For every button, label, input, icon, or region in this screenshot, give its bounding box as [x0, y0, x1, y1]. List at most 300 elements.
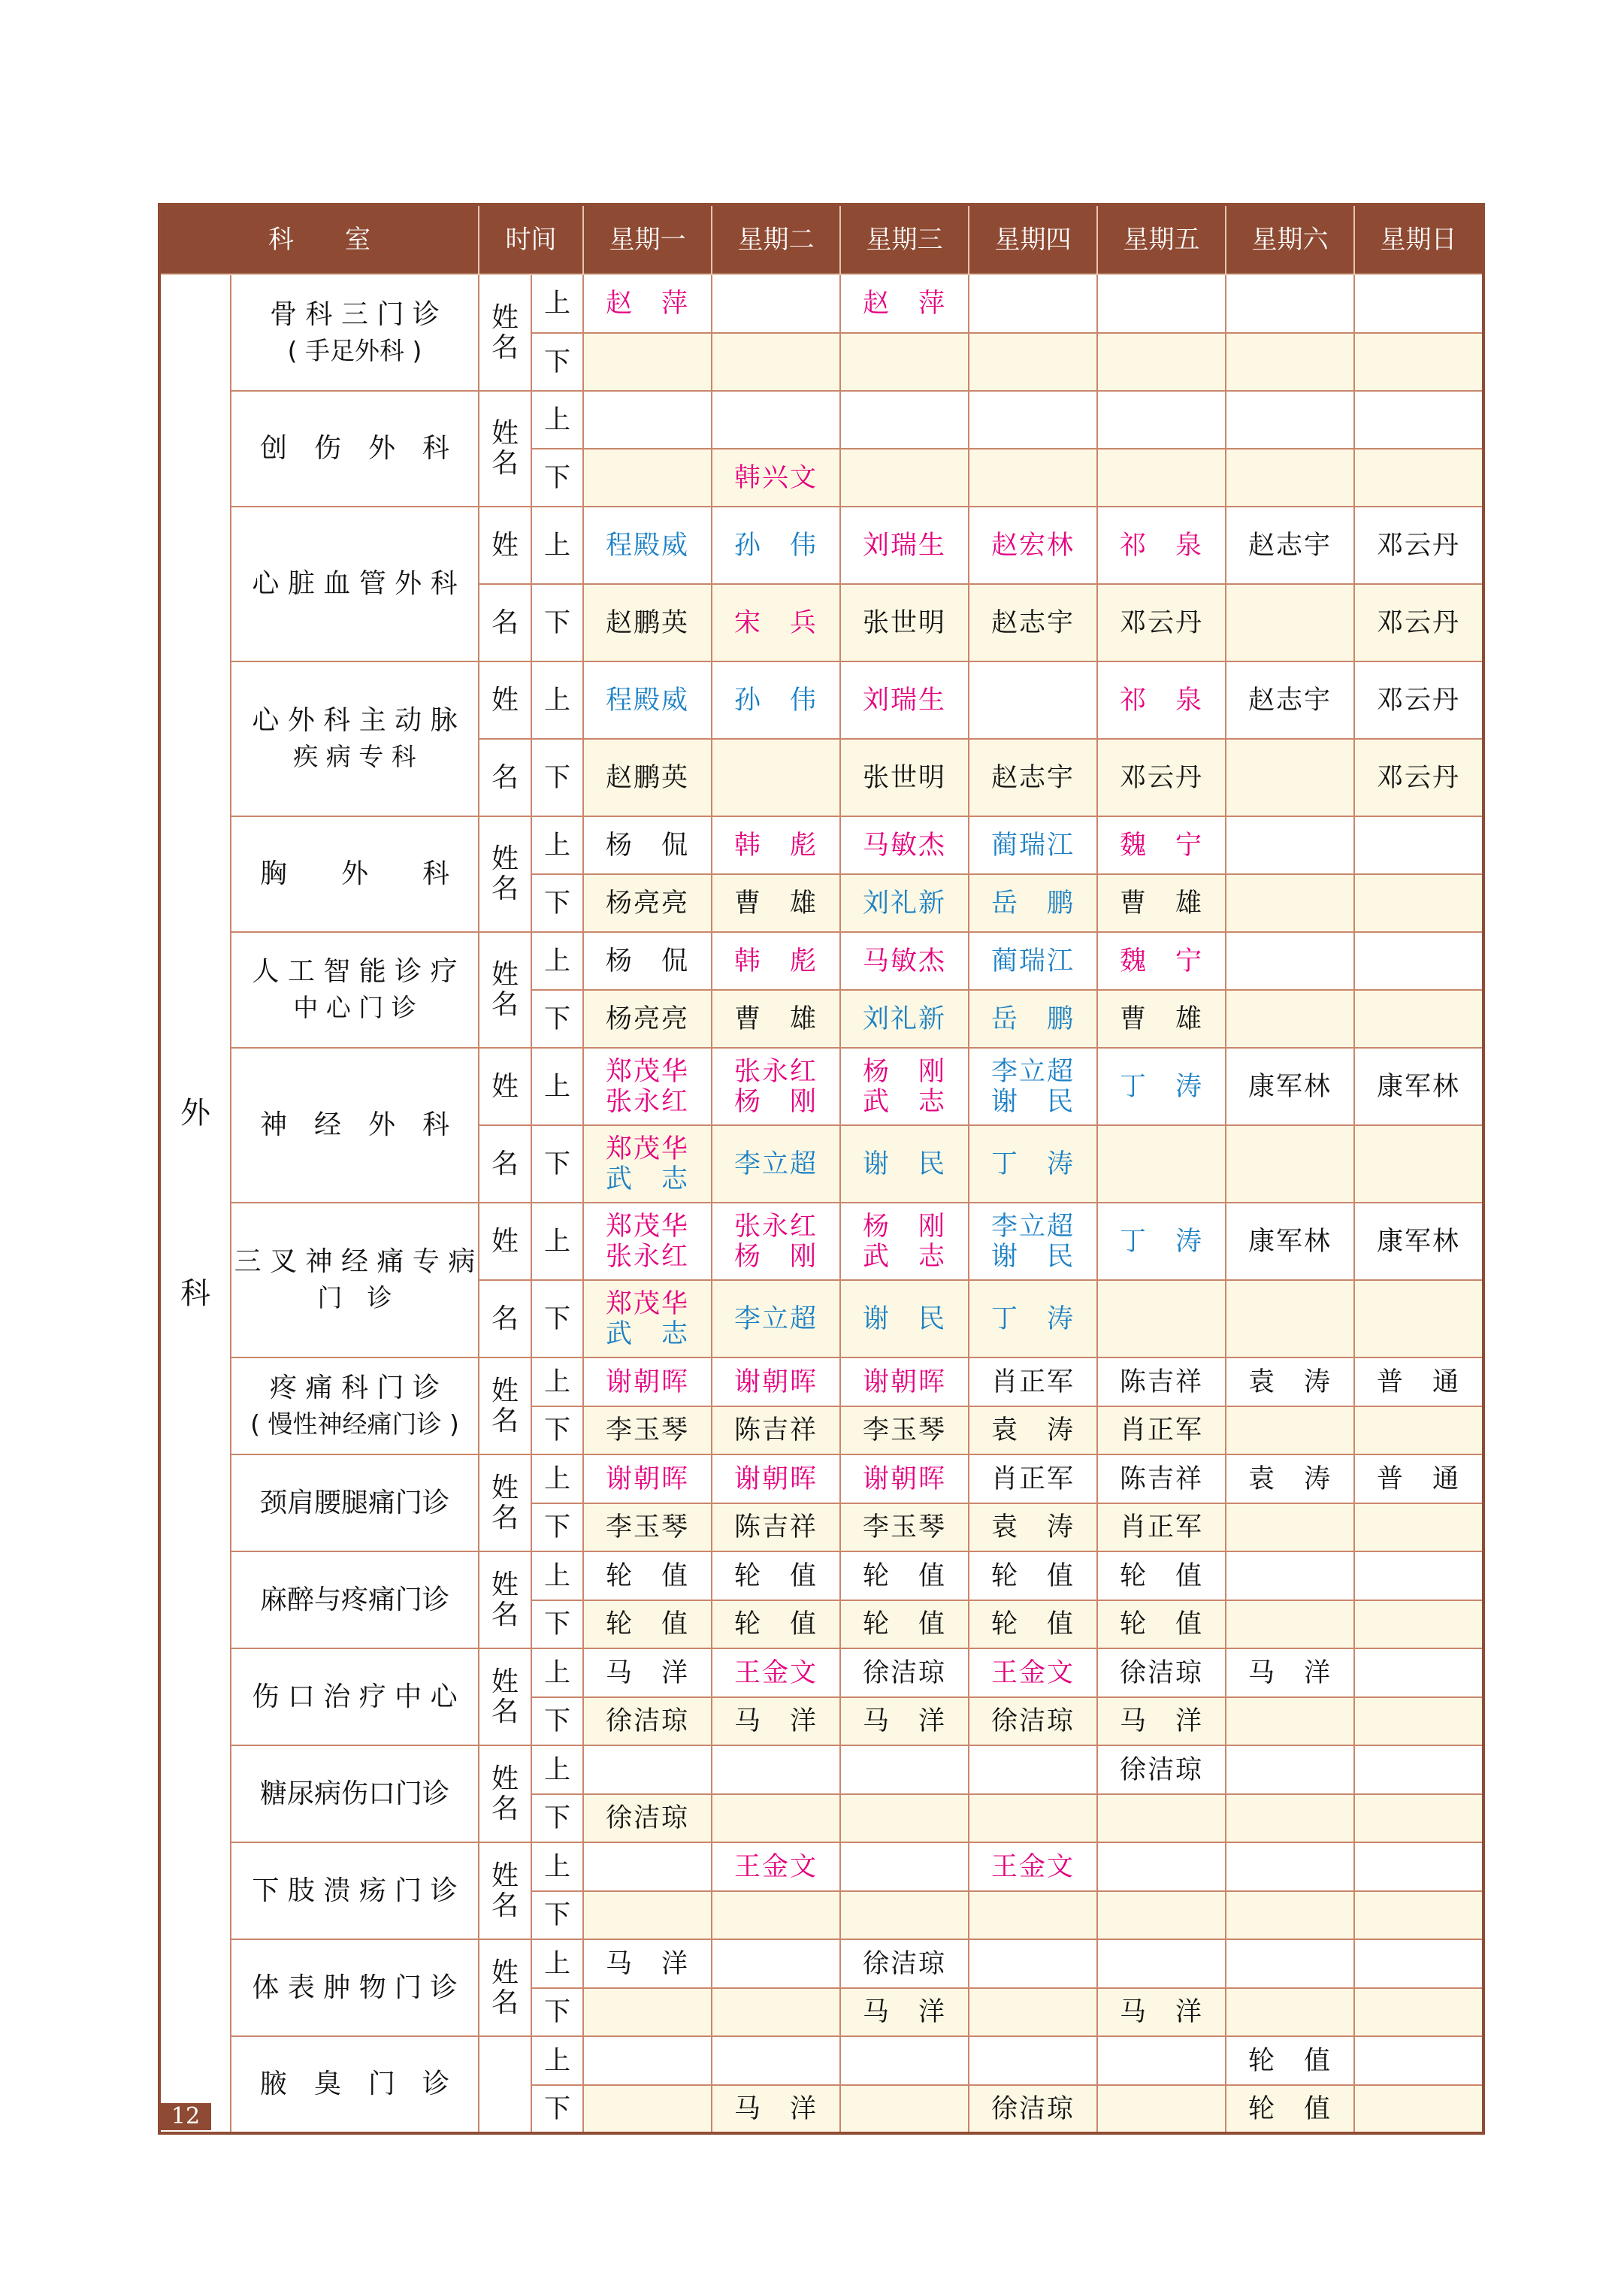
schedule-cell: [1354, 507, 1483, 584]
doctor-name: 邓云丹: [1376, 685, 1460, 716]
schedule-cell: [840, 1125, 969, 1203]
schedule-cell: [840, 1503, 969, 1551]
doctor-name: 张世明: [862, 607, 946, 638]
schedule-cell: [712, 661, 840, 739]
doctor-name: 刘瑞生: [862, 530, 946, 561]
category-char: 科: [180, 1276, 210, 1311]
schedule-cell: [712, 1454, 840, 1503]
schedule-cell: [1226, 874, 1354, 932]
doctor-name: 孙 伟: [733, 685, 818, 716]
doctor-name: 轮 值: [605, 1560, 689, 1591]
doctor-name: 韩兴文: [733, 462, 818, 493]
schedule-cell: [969, 1988, 1097, 2036]
dept-name-line: 心 外 科 主 动 脉: [252, 705, 458, 736]
schedule-cell: [1226, 990, 1354, 1048]
schedule-cell: [1097, 1203, 1226, 1280]
category-char: 外: [180, 1096, 210, 1130]
doctor-name: 蔺瑞江: [990, 830, 1075, 861]
schedule-cell: [969, 1551, 1097, 1600]
schedule-cell: [1097, 1125, 1226, 1203]
doctor-name: 郑茂华: [605, 1133, 689, 1164]
schedule-cell: [583, 274, 712, 333]
schedule-body: [159, 204, 1483, 2133]
schedule-cell: [583, 816, 712, 874]
name-label: [479, 1842, 531, 1939]
name-label-char: 姓: [491, 301, 519, 333]
schedule-cell: [840, 1648, 969, 1697]
table-row: [159, 1203, 1483, 1280]
schedule-cell: [1354, 1203, 1483, 1280]
name-label-char: 名: [491, 1987, 519, 2018]
doctor-name: 丁 涛: [1119, 1071, 1203, 1102]
doctor-name: 李立超: [990, 1211, 1075, 1242]
table-row: [159, 1357, 1483, 1406]
schedule-cell: [969, 1203, 1097, 1280]
dept-name-line: 疼 痛 科 门 诊: [270, 1372, 440, 1403]
schedule-cell: [1226, 1842, 1354, 1891]
schedule-cell: [583, 874, 712, 932]
name-label-char: 名: [491, 331, 519, 363]
schedule-cell: [969, 1939, 1097, 1988]
doctor-name: 李玉琴: [862, 1512, 946, 1542]
dept-name-line: 下 肢 溃 疡 门 诊: [252, 1875, 458, 1906]
doctor-name: 轮 值: [990, 1609, 1075, 1639]
schedule-cell: [1226, 333, 1354, 391]
doctor-name: 刘礼新: [862, 888, 946, 919]
doctor-name: 王金文: [990, 1657, 1075, 1688]
schedule-cell: [1226, 1048, 1354, 1125]
doctor-name: 普 通: [1376, 1367, 1460, 1397]
doctor-name: 谢 民: [990, 1241, 1075, 1272]
doctor-name: 杨亮亮: [605, 888, 689, 919]
header-day-sat: 星期六: [1226, 204, 1354, 274]
schedule-cell: [583, 1203, 712, 1280]
schedule-cell: [1097, 739, 1226, 816]
schedule-cell: [1097, 1891, 1226, 1939]
schedule-cell: [583, 1551, 712, 1600]
name-label-char: 名: [491, 1793, 519, 1824]
schedule-cell: [1226, 1203, 1354, 1280]
schedule-cell: [583, 1891, 712, 1939]
doctor-name: 康军林: [1247, 1071, 1332, 1102]
period-am: 上: [531, 1939, 583, 1988]
schedule-cell: [1354, 1454, 1483, 1503]
name-label-char: 姓: [491, 1957, 519, 1988]
doctor-name: 轮 值: [990, 1560, 1075, 1591]
doctor-name: 徐洁琼: [862, 1657, 946, 1688]
doctor-name: 康军林: [1247, 1226, 1332, 1257]
dept-name: [231, 816, 479, 932]
page-number: 12: [160, 2103, 211, 2130]
period-am: 上: [531, 507, 583, 584]
doctor-name: 马敏杰: [862, 830, 946, 861]
period-am: 上: [531, 1048, 583, 1125]
schedule-cell: [1226, 1988, 1354, 2036]
schedule-cell: [712, 1697, 840, 1745]
schedule-cell: [1226, 1357, 1354, 1406]
doctor-name: 轮 值: [605, 1609, 689, 1639]
schedule-cell: [1097, 816, 1226, 874]
schedule-cell: [1354, 1357, 1483, 1406]
schedule-cell: [712, 1280, 840, 1357]
doctor-name: 轮 值: [733, 1609, 818, 1639]
name-label-char: 姓: [491, 843, 519, 874]
doctor-name: 郑茂华: [605, 1288, 689, 1319]
doctor-name: 徐洁琼: [990, 1706, 1075, 1736]
name-label: [479, 2036, 531, 2133]
doctor-name: 马 洋: [1119, 1997, 1203, 2027]
schedule-cell: [969, 1794, 1097, 1842]
schedule-cell: [1097, 1280, 1226, 1357]
schedule-cell: [1354, 661, 1483, 739]
schedule-cell: [1226, 1125, 1354, 1203]
schedule-cell: [1226, 1697, 1354, 1745]
dept-name-line: 麻醉与疼痛门诊: [259, 1584, 449, 1615]
name-label-char: 姓: [491, 1666, 519, 1697]
schedule-cell: [840, 1203, 969, 1280]
schedule-cell: [1226, 932, 1354, 990]
schedule-cell: [1097, 990, 1226, 1048]
doctor-name: 陈吉祥: [1119, 1463, 1203, 1494]
dept-name: [231, 507, 479, 661]
doctor-name: 康军林: [1376, 1071, 1460, 1102]
doctor-name: 赵鹏英: [605, 762, 689, 793]
schedule-cell: [1097, 449, 1226, 507]
period-am: 上: [531, 391, 583, 449]
dept-name-line: 三 叉 神 经 痛 专 病: [234, 1246, 476, 1277]
dept-name: [231, 932, 479, 1048]
schedule-cell: [1097, 584, 1226, 661]
doctor-name: 轮 值: [733, 1560, 818, 1591]
doctor-name: 张世明: [862, 762, 946, 793]
schedule-cell: [969, 1648, 1097, 1697]
schedule-cell: [1097, 507, 1226, 584]
doctor-name: 陈吉祥: [733, 1415, 818, 1445]
doctor-name: 肖正军: [990, 1367, 1075, 1397]
schedule-cell: [1097, 1939, 1226, 1988]
dept-name: [231, 274, 479, 391]
name-label: 名: [479, 584, 531, 661]
period-am: 上: [531, 816, 583, 874]
header-row: [159, 204, 1483, 274]
schedule-cell: [1097, 391, 1226, 449]
dept-name-line: 体 表 肿 物 门 诊: [252, 1972, 458, 2003]
schedule-cell: [583, 1454, 712, 1503]
doctor-name: 马敏杰: [862, 946, 946, 976]
doctor-name: 刘礼新: [862, 1003, 946, 1034]
schedule-cell: [1226, 1745, 1354, 1794]
name-label: 姓: [479, 1048, 531, 1125]
schedule-cell: [969, 1600, 1097, 1648]
name-label: [479, 1454, 531, 1551]
schedule-cell: [1097, 874, 1226, 932]
name-label-char: 姓: [491, 1569, 519, 1600]
doctor-name: 刘瑞生: [862, 685, 946, 716]
schedule-cell: [712, 932, 840, 990]
name-label-char: 名: [491, 1890, 519, 1921]
doctor-name: 岳 鹏: [990, 1003, 1075, 1034]
period-pm: 下: [531, 449, 583, 507]
doctor-name: 轮 值: [862, 1560, 946, 1591]
doctor-name: 马 洋: [605, 1948, 689, 1979]
schedule-cell: [969, 1842, 1097, 1891]
table-row: [159, 1939, 1483, 1988]
schedule-cell: [840, 1939, 969, 1988]
dept-name: [231, 2036, 479, 2133]
doctor-name: 张永红: [733, 1056, 818, 1087]
schedule-cell: [840, 1357, 969, 1406]
schedule-cell: [840, 1280, 969, 1357]
dept-name-line: ( 手足外科 ): [287, 335, 422, 365]
table-row: [159, 391, 1483, 449]
period-pm: 下: [531, 1125, 583, 1203]
dept-name-line: 人 工 智 能 诊 疗: [252, 956, 458, 987]
schedule-cell: [712, 584, 840, 661]
doctor-name: 李立超: [990, 1056, 1075, 1087]
schedule-cell: [840, 391, 969, 449]
dept-name-line: 颈肩腰腿痛门诊: [259, 1487, 449, 1518]
schedule-cell: [712, 274, 840, 333]
category-cell: [159, 274, 231, 2133]
table-row: [159, 1648, 1483, 1697]
schedule-cell: [969, 507, 1097, 584]
header-day-mon: 星期一: [583, 204, 712, 274]
period-am: 上: [531, 932, 583, 990]
doctor-name: 谢朝晖: [862, 1463, 946, 1494]
schedule-cell: [1354, 1125, 1483, 1203]
schedule-cell: [840, 1551, 969, 1600]
schedule-cell: [583, 584, 712, 661]
period-pm: 下: [531, 2085, 583, 2133]
doctor-name: 肖正军: [1119, 1415, 1203, 1445]
name-label: 名: [479, 739, 531, 816]
schedule-cell: [712, 1600, 840, 1648]
schedule-cell: [583, 507, 712, 584]
schedule-cell: [1097, 1794, 1226, 1842]
dept-name: [231, 1203, 479, 1357]
doctor-name: 轮 值: [1247, 2045, 1332, 2076]
schedule-cell: [969, 274, 1097, 333]
schedule-cell: [712, 507, 840, 584]
name-label: [479, 391, 531, 507]
schedule-cell: [1097, 1406, 1226, 1454]
period-pm: 下: [531, 739, 583, 816]
table-row: [159, 274, 1483, 333]
schedule-cell: [583, 1648, 712, 1697]
schedule-cell: [1354, 816, 1483, 874]
doctor-name: 谢 民: [862, 1149, 946, 1179]
schedule-cell: [1354, 274, 1483, 333]
doctor-name: 魏 宁: [1119, 946, 1203, 976]
doctor-name: 赵志宇: [1247, 685, 1332, 716]
schedule-cell: [1226, 2085, 1354, 2133]
doctor-name: 张永红: [605, 1086, 689, 1117]
name-label-char: 姓: [491, 1763, 519, 1794]
doctor-name: 曹 雄: [1119, 888, 1203, 919]
doctor-name: 陈吉祥: [1119, 1367, 1203, 1397]
schedule-cell: [1354, 333, 1483, 391]
name-label: [479, 932, 531, 1048]
doctor-name: 马 洋: [1119, 1706, 1203, 1736]
doctor-name: 郑茂华: [605, 1211, 689, 1242]
dept-name: [231, 1551, 479, 1648]
schedule-cell: [969, 391, 1097, 449]
schedule-cell: [840, 661, 969, 739]
schedule-cell: [969, 739, 1097, 816]
schedule-cell: [969, 2085, 1097, 2133]
schedule-cell: [583, 932, 712, 990]
schedule-cell: [583, 1125, 712, 1203]
period-pm: 下: [531, 1503, 583, 1551]
dept-name-line: 腋 臭 门 诊: [259, 2069, 449, 2099]
period-am: 上: [531, 2036, 583, 2085]
name-label-char: 姓: [491, 1860, 519, 1891]
doctor-name: 魏 宁: [1119, 830, 1203, 861]
doctor-name: 岳 鹏: [990, 888, 1075, 919]
name-label-char: 名: [491, 1599, 519, 1630]
doctor-name: 邓云丹: [1376, 530, 1460, 561]
schedule-cell: [1354, 449, 1483, 507]
dept-name: [231, 391, 479, 507]
schedule-cell: [1354, 1697, 1483, 1745]
schedule-cell: [583, 1600, 712, 1648]
schedule-cell: [583, 739, 712, 816]
schedule-cell: [1226, 1406, 1354, 1454]
schedule-cell: [969, 333, 1097, 391]
period-pm: 下: [531, 1600, 583, 1648]
name-label: [479, 816, 531, 932]
doctor-name: 徐洁琼: [990, 2093, 1075, 2124]
schedule-cell: [1097, 2036, 1226, 2085]
doctor-name: 袁 涛: [1247, 1367, 1332, 1397]
doctor-name: 韩 彪: [733, 830, 818, 861]
schedule-cell: [1097, 1842, 1226, 1891]
schedule-cell: [1354, 1048, 1483, 1125]
doctor-name: 李立超: [733, 1303, 818, 1334]
doctor-name: 武 志: [862, 1241, 946, 1272]
header-day-wed: 星期三: [840, 204, 969, 274]
dept-name: [231, 1745, 479, 1842]
schedule-cell: [969, 1406, 1097, 1454]
doctor-name: 徐洁琼: [1119, 1657, 1203, 1688]
name-label: 名: [479, 1280, 531, 1357]
schedule-cell: [840, 507, 969, 584]
doctor-name: 马 洋: [862, 1997, 946, 2027]
doctor-name: 孙 伟: [733, 530, 818, 561]
dept-name-line: 骨 科 三 门 诊: [270, 298, 440, 330]
name-label: [479, 274, 531, 391]
schedule-cell: [969, 1697, 1097, 1745]
schedule-cell: [712, 1939, 840, 1988]
schedule-cell: [712, 1988, 840, 2036]
schedule-cell: [712, 990, 840, 1048]
doctor-name: 张永红: [605, 1241, 689, 1272]
doctor-name: 李玉琴: [605, 1415, 689, 1445]
name-label-char: 名: [491, 1502, 519, 1533]
doctor-name: 曹 雄: [1119, 1003, 1203, 1034]
schedule-cell: [583, 1988, 712, 2036]
dept-name: [231, 1842, 479, 1939]
doctor-name: 袁 涛: [1247, 1463, 1332, 1494]
schedule-cell: [840, 1794, 969, 1842]
schedule-cell: [1226, 816, 1354, 874]
dept-name: [231, 1454, 479, 1551]
schedule-cell: [1354, 1551, 1483, 1600]
name-label: [479, 1745, 531, 1842]
table-row: [159, 507, 1483, 584]
schedule-cell: [840, 1842, 969, 1891]
schedule-cell: [712, 1125, 840, 1203]
schedule-cell: [583, 1842, 712, 1891]
name-label-char: 姓: [491, 418, 519, 449]
table-row: [159, 932, 1483, 990]
table-row: [159, 1454, 1483, 1503]
name-label-char: 名: [491, 989, 519, 1020]
schedule-cell: [969, 816, 1097, 874]
schedule-cell: [1354, 1503, 1483, 1551]
schedule-cell: [1226, 1939, 1354, 1988]
doctor-name: 程殿威: [605, 685, 689, 716]
doctor-name: 邓云丹: [1376, 762, 1460, 793]
doctor-name: 马 洋: [862, 1706, 946, 1736]
header-time: 时间: [479, 204, 583, 274]
schedule-cell: [1097, 333, 1226, 391]
schedule-cell: [1354, 2036, 1483, 2085]
doctor-name: 曹 雄: [733, 1003, 818, 1034]
doctor-name: 徐洁琼: [1119, 1754, 1203, 1785]
period-pm: 下: [531, 1406, 583, 1454]
schedule-cell: [840, 932, 969, 990]
doctor-name: 丁 涛: [990, 1303, 1075, 1334]
dept-name: [231, 1357, 479, 1454]
schedule-cell: [712, 874, 840, 932]
schedule-cell: [969, 1891, 1097, 1939]
doctor-name: 赵志宇: [1247, 530, 1332, 561]
schedule-cell: [1226, 2036, 1354, 2085]
schedule-cell: [969, 1048, 1097, 1125]
schedule-cell: [712, 1842, 840, 1891]
schedule-cell: [1097, 1745, 1226, 1794]
doctor-name: 谢朝晖: [862, 1367, 946, 1397]
schedule-cell: [1226, 274, 1354, 333]
schedule-cell: [712, 1794, 840, 1842]
name-label-char: 名: [491, 1696, 519, 1727]
doctor-name: 谢 民: [862, 1303, 946, 1334]
doctor-name: 谢 民: [990, 1086, 1075, 1117]
schedule-cell: [840, 1988, 969, 2036]
doctor-name: 祁 泉: [1119, 685, 1203, 716]
doctor-name: 武 志: [862, 1086, 946, 1117]
schedule-cell: [969, 1280, 1097, 1357]
doctor-name: 祁 泉: [1119, 530, 1203, 561]
schedule-cell: [1354, 1939, 1483, 1988]
doctor-name: 袁 涛: [990, 1512, 1075, 1542]
schedule-cell: [840, 874, 969, 932]
schedule-cell: [1354, 584, 1483, 661]
doctor-name: 赵 萍: [605, 289, 689, 319]
period-pm: 下: [531, 584, 583, 661]
doctor-name: 王金文: [733, 1851, 818, 1882]
schedule-cell: [1354, 1406, 1483, 1454]
schedule-cell: [712, 449, 840, 507]
doctor-name: 马 洋: [1247, 1657, 1332, 1688]
dept-name-line: 门 诊: [317, 1283, 392, 1312]
doctor-name: 赵志宇: [990, 762, 1075, 793]
dept-name: [231, 1648, 479, 1745]
period-am: 上: [531, 1842, 583, 1891]
dept-name: [231, 1939, 479, 2036]
schedule-cell: [583, 1503, 712, 1551]
